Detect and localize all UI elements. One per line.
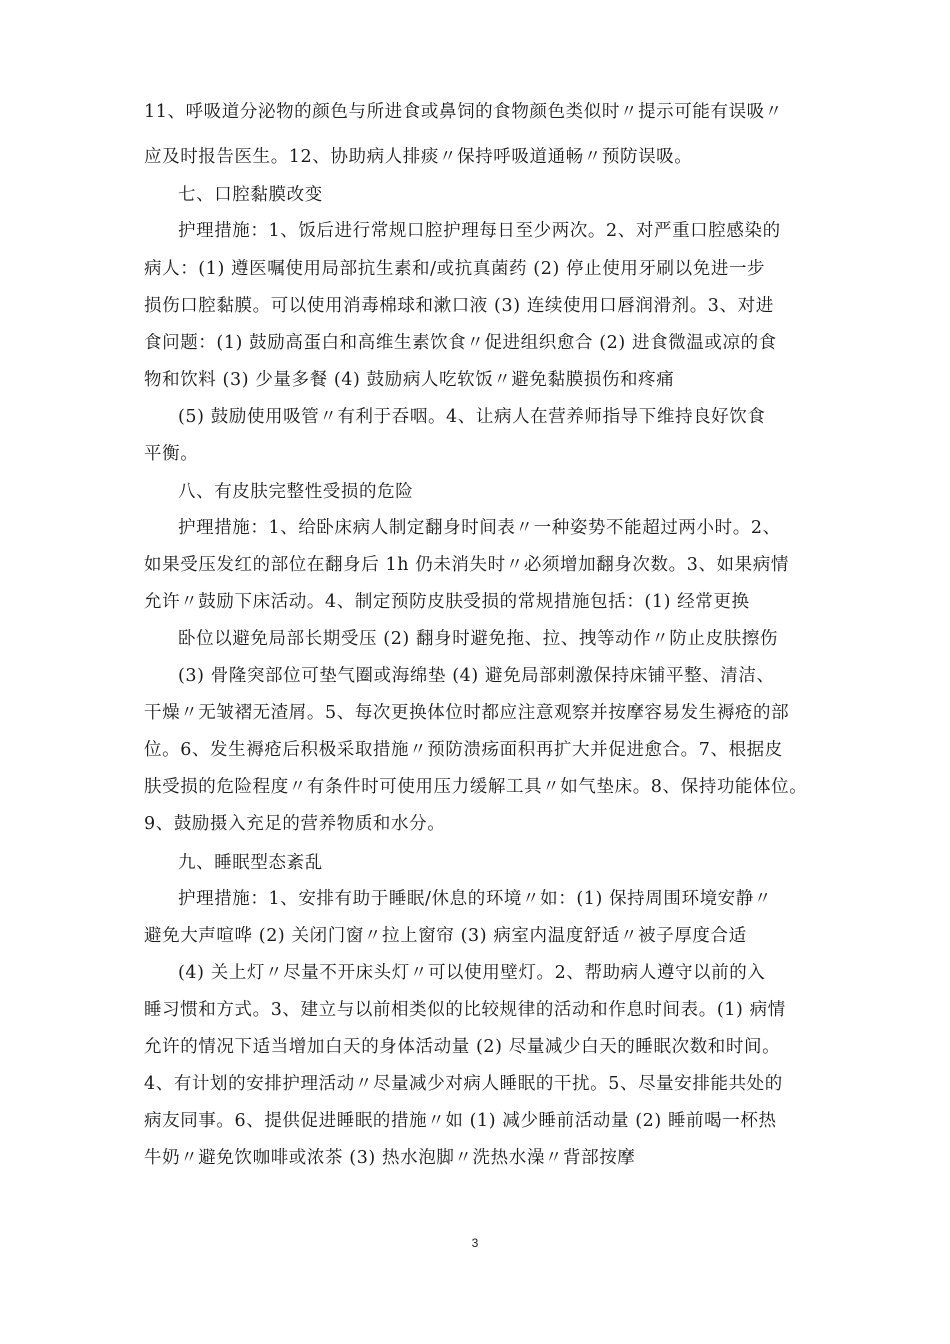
text-line: (3) 骨隆突部位可垫气圈或海绵垫 (4) 避免局部刺激保持床铺平整、清洁、 [178, 666, 775, 686]
text-line: 避免大声喧哗 (2) 关闭门窗〃拉上窗帘 (3) 病室内温度舒适〃被子厚度合适 [144, 926, 747, 946]
text-line: 食问题：(1) 鼓励高蛋白和高维生素饮食〃促进组织愈合 (2) 进食微温或凉的食 [144, 333, 777, 353]
text-line: 护理措施：1、安排有助于睡眠/休息的环境〃如：(1) 保持周围环境安静〃 [178, 889, 772, 909]
text-line: 卧位以避免局部长期受压 (2) 翻身时避免拖、拉、拽等动作〃防止皮肤擦伤 [178, 629, 779, 649]
text-line: 护理措施：1、饭后进行常规口腔护理每日至少两次。2、对严重口腔感染的 [178, 221, 781, 241]
text-line: 11、呼吸道分泌物的颜色与所进食或鼻饲的食物颜色类似时〃提示可能有误吸〃 [144, 102, 783, 122]
text-line: 允许〃鼓励下床活动。4、制定预防皮肤受损的常规措施包括：(1) 经常更换 [144, 592, 750, 612]
section-heading: 九、睡眠型态紊乱 [178, 853, 323, 873]
text-line: 干燥〃无皱褶无渣屑。5、每次更换体位时都应注意观察并按摩容易发生褥疮的部 [144, 703, 790, 723]
text-line: 睡习惯和方式。3、建立与以前相类似的比较规律的活动和作息时间表。(1) 病情 [144, 1000, 786, 1020]
text-line: 护理措施：1、给卧床病人制定翻身时间表〃一种姿势不能超过两小时。2、 [178, 518, 781, 538]
text-line: 允许的情况下适当增加白天的身体活动量 (2) 尽量减少白天的睡眠次数和时间。 [144, 1037, 781, 1057]
text-line: (4) 关上灯〃尽量不开床头灯〃可以使用壁灯。2、帮助病人遵守以前的入 [178, 963, 766, 983]
text-line: 牛奶〃避免饮咖啡或浓茶 (3) 热水泡脚〃洗热水澡〃背部按摩 [144, 1148, 636, 1168]
section-heading: 七、口腔黏膜改变 [178, 185, 323, 205]
text-line: 病友同事。6、提供促进睡眠的措施〃如 (1) 减少睡前活动量 (2) 睡前喝一杯热 [144, 1111, 777, 1131]
page-number: 3 [471, 1236, 479, 1250]
section-heading: 八、有皮肤完整性受损的危险 [178, 482, 414, 502]
text-line: 损伤口腔黏膜。可以使用消毒棉球和漱口液 (3) 连续使用口唇润滑剂。3、对进 [144, 296, 774, 316]
text-line: 应及时报告医生。12、协助病人排痰〃保持呼吸道通畅〃预防误吸。 [144, 147, 693, 167]
text-line: 病人：(1) 遵医嘱使用局部抗生素和/或抗真菌药 (2) 停止使用牙刷以免进一步 [144, 259, 766, 279]
text-line: 如果受压发红的部位在翻身后 1h 仍未消失时〃必须增加翻身次数。3、如果病情 [144, 555, 789, 575]
text-line: 肤受损的危险程度〃有条件时可使用压力缓解工具〃如气垫床。8、保持功能体位。 [144, 777, 808, 797]
text-line: 9、鼓励摄入充足的营养物质和水分。 [144, 814, 446, 834]
text-line: (5) 鼓励使用吸管〃有利于吞咽。4、让病人在营养师指导下维持良好饮食 [178, 407, 766, 427]
text-line: 位。6、发生褥疮后积极采取措施〃预防溃疡面积再扩大并促进愈合。7、根据皮 [144, 740, 783, 760]
text-line: 物和饮料 (3) 少量多餐 (4) 鼓励病人吃软饭〃避免黏膜损伤和疼痛 [144, 370, 675, 390]
text-line: 平衡。 [144, 444, 199, 464]
text-line: 4、有计划的安排护理活动〃尽量减少对病人睡眠的干扰。5、尽量安排能共处的 [144, 1074, 783, 1094]
